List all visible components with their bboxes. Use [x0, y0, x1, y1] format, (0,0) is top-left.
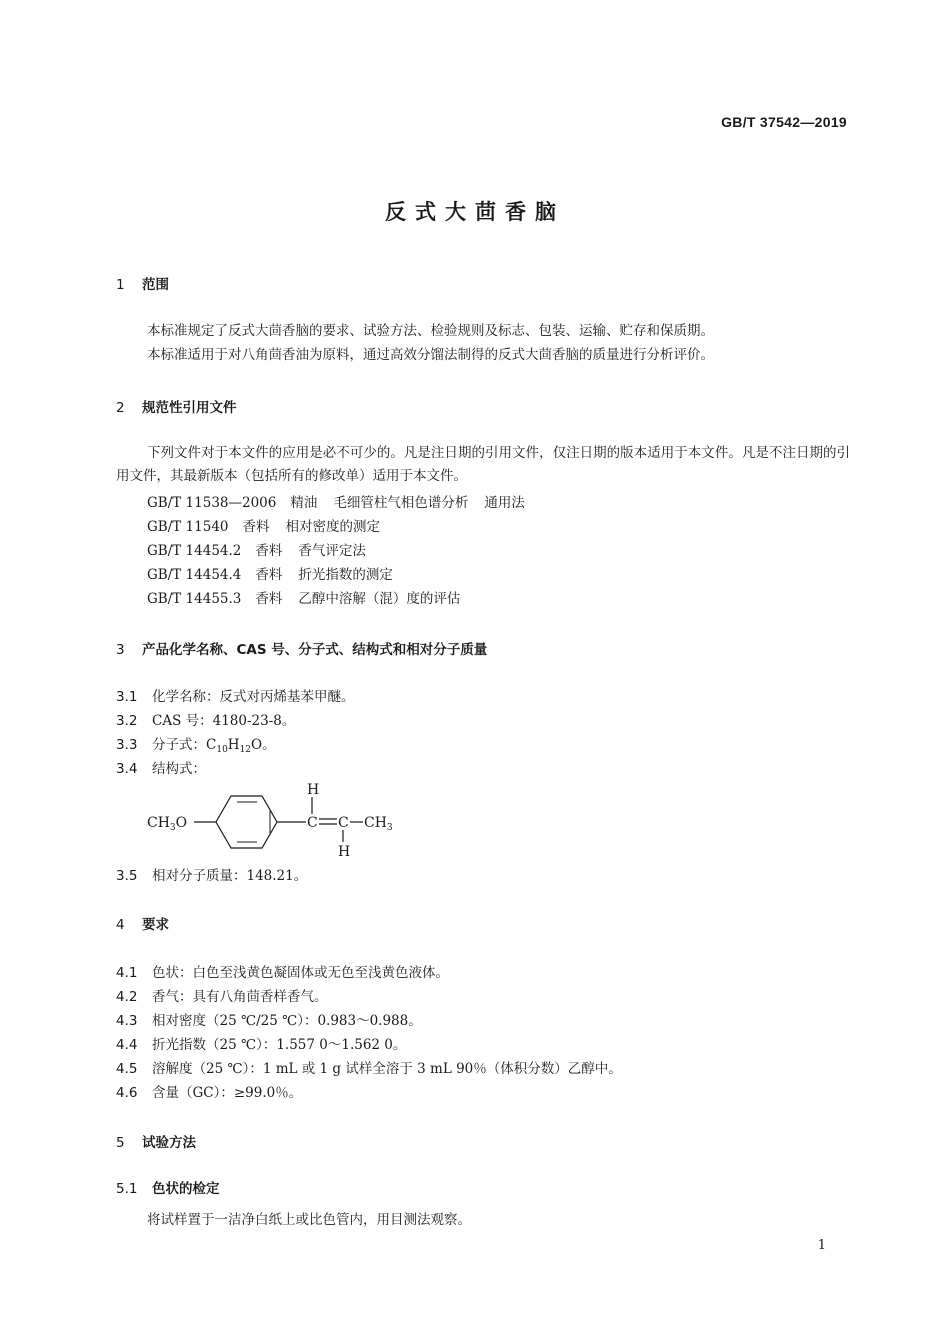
section-title: 要求 [142, 917, 169, 933]
subsection-title: 色状的检定 [152, 1181, 220, 1197]
reference-part: 通用法 [484, 495, 525, 511]
paragraph: 下列文件对于本文件的应用是必不可少的。凡是注日期的引用文件，仅注日期的版本适用于本文件。凡是不注日期的引用文件，其最新版本（包括所有的修改单）适用于本文件。 [116, 445, 850, 484]
section-number: 4 [116, 917, 125, 933]
clause-item [116, 961, 449, 981]
formula-c-count: 10 [216, 745, 228, 755]
section-5-heading [116, 1131, 196, 1151]
clause-item [116, 864, 307, 884]
section-3-heading [116, 638, 487, 658]
clause-text: 分子式： [152, 737, 206, 753]
carbon-label: C [338, 815, 349, 831]
normative-reference [147, 563, 393, 583]
normative-reference [147, 539, 366, 559]
standard-code: GB/T 37542—2019 [721, 114, 847, 130]
clause-number: 3.1 [116, 689, 138, 705]
normative-reference [147, 491, 525, 511]
formula-h-count: 12 [239, 745, 252, 755]
clause-number: 3.5 [116, 868, 138, 884]
normative-reference [147, 587, 460, 607]
section-1-heading [116, 273, 169, 293]
document-title: 反式大茴香脑 [385, 200, 565, 224]
formula-o: O [251, 737, 263, 753]
clause-text: 相对分子质量：148.21。 [152, 868, 308, 884]
clause-text: 香气：具有八角茴香样香气。 [152, 989, 328, 1005]
reference-code: GB/T 14455.3 [147, 591, 242, 607]
hydrogen-bottom-label: H [338, 844, 351, 860]
section-title: 试验方法 [142, 1135, 196, 1151]
reference-part: 香料 [255, 567, 283, 583]
clause-text-end: 。 [262, 737, 276, 753]
reference-code: GB/T 11538—2006 [147, 495, 277, 511]
normative-reference [147, 515, 380, 535]
section-number: 1 [116, 277, 125, 293]
reference-code: GB/T 11540 [147, 519, 229, 535]
hydrogen-top-label: H [307, 782, 320, 798]
clause-item [116, 985, 328, 1005]
clause-text: 溶解度（25 ℃）：1 mL 或 1 g 试样全溶于 3 mL 90％（体积分数）乙醇中。 [152, 1061, 622, 1077]
reference-part: 精油 [290, 495, 318, 511]
clause-text: 色状：白色至浅黄色凝固体或无色至浅黄色液体。 [152, 965, 449, 981]
clause-number: 4.1 [116, 965, 138, 981]
clause-item [116, 709, 295, 729]
reference-part: 香料 [255, 543, 283, 559]
clause-item [116, 1057, 622, 1077]
reference-part: 香料 [255, 591, 283, 607]
subsection-number: 5.1 [116, 1181, 138, 1197]
reference-code: GB/T 14454.2 [147, 543, 242, 559]
paragraph: 将试样置于一洁净白纸上或比色管内，用目测法观察。 [147, 1212, 471, 1228]
section-number: 2 [116, 400, 125, 416]
subsection-5-1-heading [116, 1177, 220, 1197]
structural-formula [140, 778, 410, 860]
clause-text: 折光指数（25 ℃）：1.557 0～1.562 0。 [152, 1037, 407, 1053]
paragraph: 本标准规定了反式大茴香脑的要求、试验方法、检验规则及标志、包装、运输、贮存和保质期。 [147, 323, 714, 339]
clause-number: 3.3 [116, 737, 138, 753]
section-2-heading [116, 396, 237, 416]
section-title: 规范性引用文件 [142, 400, 237, 416]
formula-c: C [206, 737, 217, 753]
clause-item [116, 1081, 302, 1101]
reference-part: 折光指数的测定 [298, 567, 393, 583]
clause-item [116, 1009, 422, 1029]
clause-text: 化学名称：反式对丙烯基苯甲醚。 [152, 689, 355, 705]
reference-part: 毛细管柱气相色谱分析 [333, 495, 469, 511]
section-number: 5 [116, 1135, 125, 1151]
benzene-ring [216, 796, 277, 848]
reference-part: 香气评定法 [298, 543, 366, 559]
page-number: 1 [817, 1238, 826, 1253]
section-4-heading [116, 913, 169, 933]
clause-item [116, 757, 206, 777]
clause-number: 3.4 [116, 761, 138, 777]
section-number: 3 [116, 642, 125, 658]
section-title: 范围 [142, 277, 169, 293]
formula-h: H [227, 737, 240, 753]
clause-item [116, 685, 355, 705]
clause-number: 4.6 [116, 1085, 138, 1101]
clause-number: 4.3 [116, 1013, 138, 1029]
clause-text: 结构式： [152, 761, 206, 777]
clause-item [116, 733, 276, 755]
clause-number: 4.5 [116, 1061, 138, 1077]
clause-text: 含量（GC）：≥99.0％。 [152, 1085, 303, 1101]
reference-part: 香料 [242, 519, 270, 535]
methyl-label: $CH_3$ [364, 815, 393, 833]
reference-part: 相对密度的测定 [285, 519, 380, 535]
clause-item [116, 1033, 406, 1053]
clause-number: 3.2 [116, 713, 138, 729]
paragraph: 本标准适用于对八角茴香油为原料，通过高效分馏法制得的反式大茴香脑的质量进行分析评价。 [147, 347, 714, 363]
section-title: 产品化学名称、CAS 号、分子式、结构式和相对分子质量 [142, 642, 488, 658]
reference-code: GB/T 14454.4 [147, 567, 242, 583]
clause-text: CAS 号：4180-23-8。 [152, 713, 296, 729]
carbon-label: C [307, 815, 318, 831]
clause-text: 相对密度（25 ℃/25 ℃）：0.983～0.988。 [152, 1013, 422, 1029]
clause-number: 4.2 [116, 989, 138, 1005]
reference-part: 乙醇中溶解（混）度的评估 [298, 591, 461, 607]
clause-number: 4.4 [116, 1037, 138, 1053]
methoxy-label: $CH_3O$ [147, 815, 188, 833]
